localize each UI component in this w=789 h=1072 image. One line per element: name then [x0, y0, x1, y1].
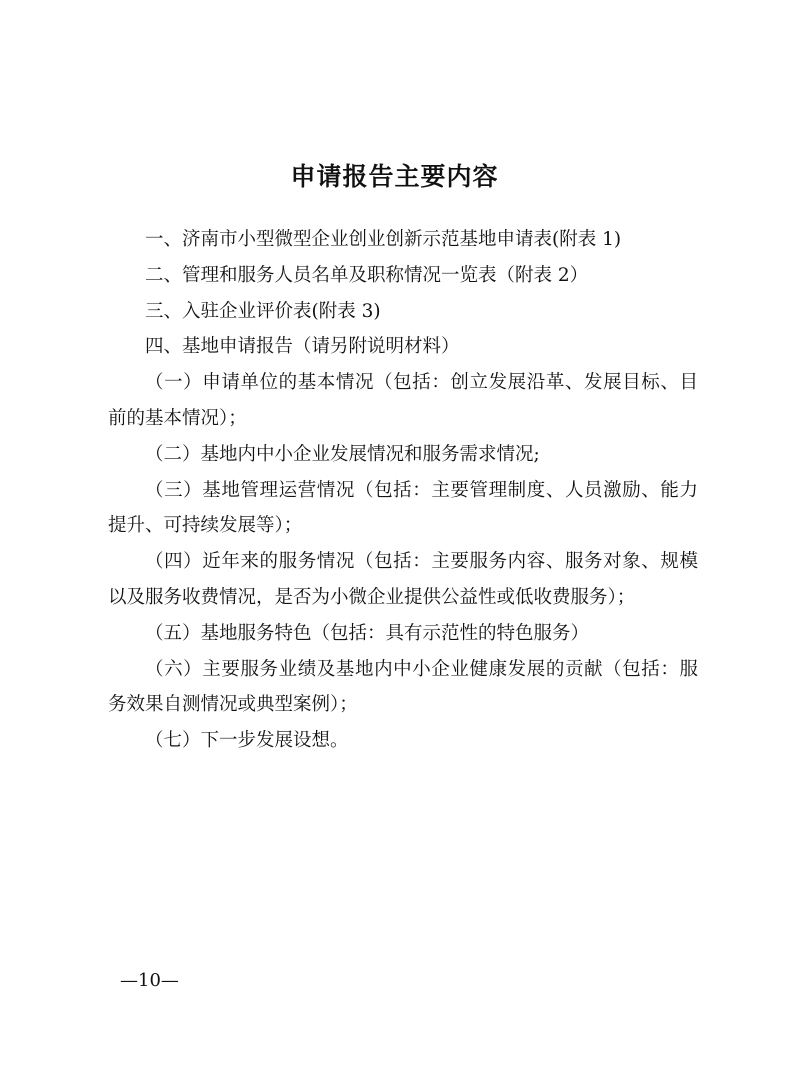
paragraph-2: 二、管理和服务人员名单及职称情况一览表（附表 2） — [145, 264, 589, 286]
paragraph-11: （七）下一步发展设想。 — [145, 730, 349, 752]
document-body — [108, 222, 698, 759]
paragraph-10: （六）主要服务业绩及基地内中小企业健康发展的贡献（包括：服务效果自测情况或典型案例）； — [108, 658, 698, 716]
paragraph-8: （四）近年来的服务情况（包括：主要服务内容、服务对象、规模以及服务收费情况，是否为小微企业提供公益性或低收费服务）； — [108, 551, 698, 608]
paragraph-5: （一）申请单位的基本情况（包括：创立发展沿革、发展目标、目前的基本情况）； — [108, 372, 698, 429]
paragraph-3: 三、入驻企业评价表(附表 3) — [145, 300, 381, 322]
paragraph-9: （五）基地服务特色（包括：具有示范性的特色服务） — [145, 622, 590, 644]
document-title: 申请报告主要内容 — [290, 161, 499, 191]
paragraph-1: 一、济南市小型微型企业创业创新示范基地申请表(附表 1) — [145, 229, 622, 250]
paragraph-6: （二）基地内中小企业发展情况和服务需求情况; — [145, 443, 540, 465]
page-number: —10— — [120, 970, 179, 991]
paragraph-7: （三）基地管理运营情况（包括：主要管理制度、人员激励、能力提升、可持续发展等）； — [108, 479, 698, 537]
paragraph-4: 四、基地申请报告（请另附说明材料） — [145, 336, 460, 358]
